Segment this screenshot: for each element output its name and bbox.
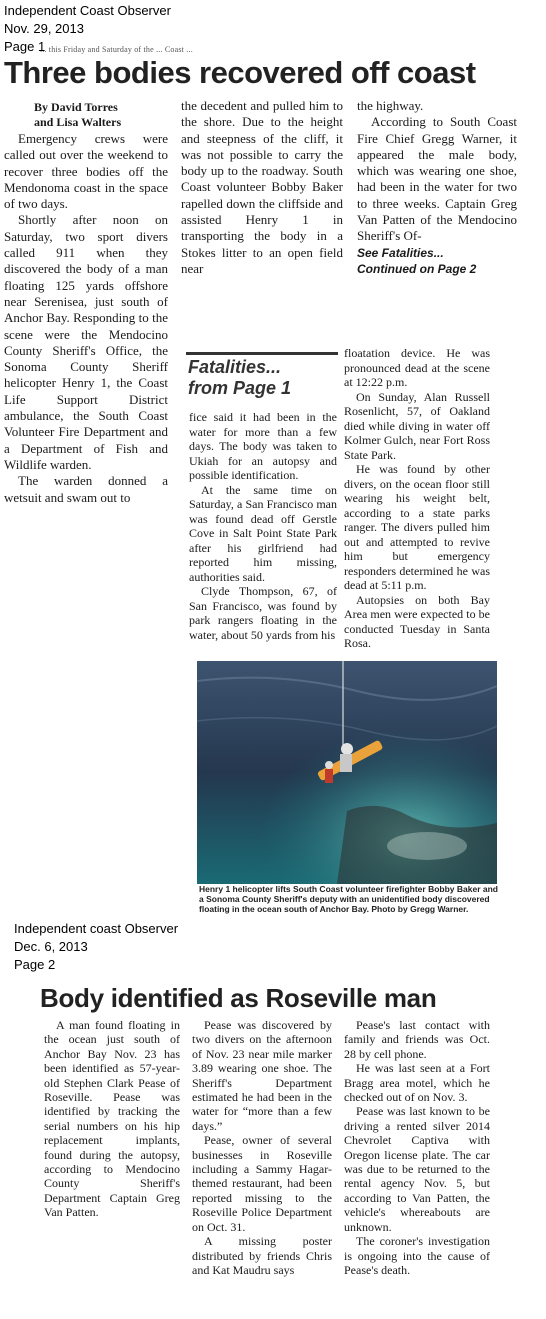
article-2-column-2	[192, 1018, 332, 1277]
paragraph: He was found by other divers, on the ocean floor still wearing his weight belt, according to a state parks ranger. The divers pulled him out and attempted to revive him but emergency responders determined he was dead at 5:11 p.m.	[344, 462, 490, 592]
byline	[34, 100, 121, 130]
date-label: Nov. 29, 2013	[4, 21, 84, 36]
paragraph: the decedent and pulled him to the shore. Due to the height and steepness of the cliff, it was not possible to carry the body up to the roadway. South Coast volunteer Bobby Baker rapelled down the cliffside and assisted Henry 1 in transporting the body in a Stokes litter to an open field near	[181, 98, 343, 276]
news-photo	[197, 661, 497, 884]
jump-headline-line-2: from Page 1	[188, 378, 292, 398]
paragraph: At the same time on Saturday, a San Francisco man was found dead off Gerstle Cove in Salt Point State Park after his girlfriend had reported him missing, authorities said.	[189, 482, 337, 584]
paragraph: Pease's last contact with family and friends was Oct. 28 by cell phone.	[344, 1018, 490, 1061]
paragraph: floatation device. He was pronounced dead at the scene at 12:22 p.m.	[344, 346, 490, 389]
page-label: Page 2	[14, 957, 56, 972]
paragraph: A missing poster distributed by friends Chris and Kat Maudru says	[192, 1234, 332, 1277]
paragraph: fice said it had been in the water for more than a few days. The body was taken to Ukiah for an autopsy and possible identification.	[189, 410, 337, 482]
paragraph: A man found floating in the ocean just south of Anchor Bay Nov. 23 has been identified as 57-year-old Stephen Clark Pease of Roseville. Pease was identified by tracking the serial numbers on his hip replacement implants, found during the autopsy, according to Mendocino County Sheriff's Department Captain Greg Van Patten.	[44, 1018, 180, 1220]
paragraph: The coroner's investigation is ongoing into the cause of Pease's death.	[344, 1234, 490, 1277]
paragraph: On Sunday, Alan Russell Rosenlicht, 57, of Oakland died while diving in water off Kolmer Gulch, near Fort Ross State Park.	[344, 389, 490, 462]
jump-rule	[186, 352, 338, 355]
article-column-3	[357, 98, 517, 277]
article-column-1	[4, 131, 168, 506]
headline-2: Body identified as Roseville man	[40, 983, 437, 1013]
paragraph: the highway.	[357, 98, 424, 113]
jump-headline	[188, 357, 291, 399]
paragraph: Pease was discovered by two divers on the afternoon of Nov. 23 near mile marker 3.89 wearing one shoe. The Sheriff's Department estimated he had been in the water for “more than a few days.”	[192, 1018, 332, 1133]
paragraph: According to South Coast Fire Chief Gregg Warner, it appeared the male body, which was wearing one shoe, had been in the water for two to three weeks. Captain Greg Van Patten of the Mendocino Sheriff's Of-	[357, 114, 517, 244]
headline: Three bodies recovered off coast	[4, 55, 476, 90]
jump-column-2	[344, 346, 490, 651]
ocean-rescue-illustration	[197, 661, 497, 884]
jump-headline-line-1: Fatalities...	[188, 357, 282, 377]
article-column-2	[181, 98, 343, 277]
photo-caption: Henry 1 helicopter lifts South Coast volunteer firefighter Bobby Baker and a Sonoma County Sheriff's deputy with an unidentified body discovered floating in the ocean south of Anchor Bay. Photo by Gregg Warner.	[199, 884, 498, 914]
paragraph: Pease, owner of several businesses in Roseville including a Sammy Hagar-themed restaurant, had been reported missing to the Roseville Police Department on Oct. 31.	[192, 1133, 332, 1234]
continued-page-2: Continued on Page 2	[357, 261, 477, 276]
date-label: Dec. 6, 2013	[14, 939, 88, 954]
article-2-column-1	[44, 1018, 180, 1220]
article-2-column-3	[344, 1018, 490, 1277]
source-label: Independent Coast Observer	[4, 3, 171, 18]
paragraph: The warden donned a wetsuit and swam out to	[4, 473, 168, 505]
paragraph: Autopsies on both Bay Area men were expected to be conducted Tuesday in Santa Rosa.	[344, 592, 490, 650]
cropped-top-line: ... this Friday and Saturday of the ... Coast ...	[40, 45, 193, 54]
byline-author-1: By David Torres	[34, 100, 118, 114]
paragraph: Emergency crews were called out over the weekend to recover three bodies off the Mendonoma coast in the space of two days.	[4, 131, 168, 212]
paragraph: Shortly after noon on Saturday, two sport divers called 911 when they discovered the body of a man floating 125 yards offshore near Serenisea, just south of Anchor Bay. Responding to the scene were the Mendocino County Sheriff's Office, the Sonoma County Sheriff helicopter Henry 1, the Coast Life Support District ambulance, the South Coast Volunteer Fire Department and a Department of Fish and Wildlife warden.	[4, 212, 168, 472]
byline-author-2: and Lisa Walters	[34, 115, 122, 129]
jump-column-1	[189, 410, 337, 642]
page-label: Page 1	[4, 39, 46, 54]
source-label: Independent coast Observer	[14, 921, 179, 936]
paragraph: He was last seen at a Fort Bragg area motel, which he checked out of on Nov. 3.	[344, 1061, 490, 1105]
paragraph: Clyde Thompson, 67, of San Francisco, was found by park rangers floating in the water, about 50 yards from his	[189, 584, 337, 642]
see-fatalities-jump: See Fatalities...	[357, 245, 444, 260]
paragraph: Pease was last known to be driving a rented silver 2014 Chevrolet Captiva with Oregon license plate. The car was due to be returned to the rental agency Nov. 5, but according to Van Patten, the vehicle's whereabouts are unknown.	[344, 1104, 490, 1234]
